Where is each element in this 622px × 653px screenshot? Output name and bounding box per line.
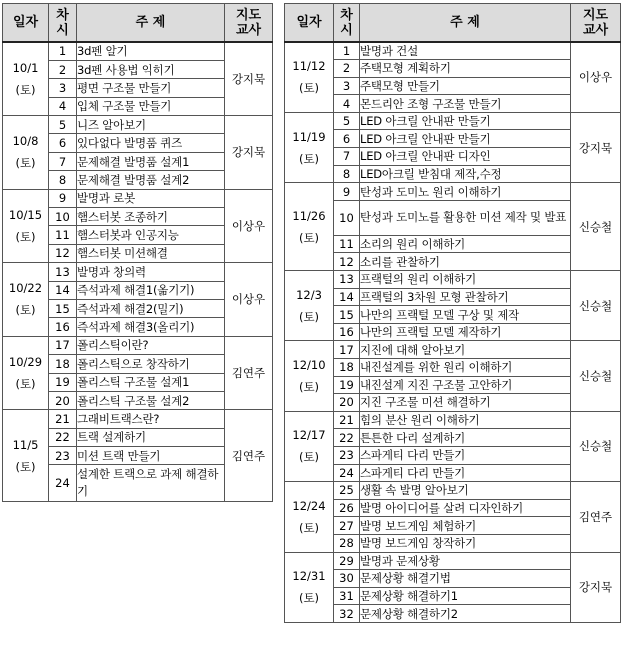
table-row	[285, 77, 621, 95]
session-number: 22	[334, 429, 360, 447]
header-session: 차 시	[334, 4, 360, 43]
session-number: 16	[49, 318, 77, 336]
session-topic: 폴리스틱 구조물 설계1	[77, 373, 225, 391]
session-number: 24	[49, 465, 77, 502]
table-row	[3, 189, 273, 207]
session-topic: 문제상황 해결하기2	[360, 605, 571, 623]
table-row	[285, 376, 621, 394]
table-row	[285, 552, 621, 570]
session-number: 6	[49, 134, 77, 152]
session-topic: 있다없다 발명품 퀴즈	[77, 134, 225, 152]
session-topic: 스파게티 다리 만들기	[360, 464, 571, 482]
session-topic: 문제해결 발명품 설계1	[77, 152, 225, 170]
session-topic: 발명과 문제상황	[360, 552, 571, 570]
day-text: (토)	[298, 151, 320, 166]
session-number: 10	[334, 200, 360, 235]
session-topic: 탄성과 도미노를 활용한 미션 제작 및 발표	[360, 200, 571, 235]
date-text: 10/29	[8, 355, 43, 370]
session-number: 16	[334, 323, 360, 341]
table-row	[3, 42, 273, 60]
session-number: 25	[334, 482, 360, 500]
session-number: 29	[334, 552, 360, 570]
day-text: (토)	[15, 229, 36, 244]
session-topic: 즉석과제 해결2(밀기)	[77, 299, 225, 317]
table-row	[3, 116, 273, 134]
session-topic: 즉석과제 해결1(옮기기)	[77, 281, 225, 299]
header-teacher: 지도 교사	[571, 4, 621, 43]
table-row	[285, 570, 621, 588]
session-date	[3, 410, 49, 502]
table-row	[285, 42, 621, 60]
session-number: 32	[334, 605, 360, 623]
session-date	[3, 116, 49, 190]
session-topic: 니즈 알아보기	[77, 116, 225, 134]
table-row	[285, 306, 621, 324]
session-number: 13	[334, 271, 360, 289]
day-text: (토)	[298, 591, 320, 606]
session-topic: LED 아크릴 안내판 디자인	[360, 148, 571, 166]
session-number: 24	[334, 464, 360, 482]
session-topic: 발명 보드게임 창작하기	[360, 534, 571, 552]
session-topic: 폴리스틱이란?	[77, 336, 225, 354]
day-text: (토)	[15, 83, 36, 98]
session-number: 15	[49, 299, 77, 317]
session-teacher: 이상우	[225, 189, 273, 263]
table-row	[285, 271, 621, 289]
schedule-table-left	[2, 3, 273, 502]
session-number: 12	[49, 244, 77, 262]
table-row	[285, 464, 621, 482]
session-topic: LED 아크릴 안내판 만들기	[360, 112, 571, 130]
table-row	[285, 323, 621, 341]
session-topic: LED 아크릴 안내판 만들기	[360, 130, 571, 148]
session-teacher: 강지묵	[571, 112, 621, 182]
table-row	[285, 253, 621, 271]
session-number: 2	[334, 60, 360, 78]
session-topic: 미션 트랙 만들기	[77, 447, 225, 465]
session-number: 31	[334, 587, 360, 605]
session-number: 3	[334, 77, 360, 95]
session-number: 26	[334, 499, 360, 517]
session-topic: 나만의 프랙털 모델 제작하기	[360, 323, 571, 341]
table-row	[3, 336, 273, 354]
session-topic: 발명 보드게임 체험하기	[360, 517, 571, 535]
session-topic: 힘의 분산 원리 이해하기	[360, 411, 571, 429]
session-topic: 생활 속 발명 알아보기	[360, 482, 571, 500]
session-teacher: 강지묵	[571, 552, 621, 622]
session-topic: 트랙 설계하기	[77, 428, 225, 446]
header-topic: 주 제	[77, 4, 225, 43]
session-number: 27	[334, 517, 360, 535]
session-teacher: 신승철	[571, 411, 621, 481]
date-text: 10/15	[8, 207, 43, 222]
session-date	[285, 183, 334, 271]
date-text: 12/31	[292, 569, 326, 584]
table-row	[285, 183, 621, 201]
session-number: 5	[49, 116, 77, 134]
session-teacher: 이상우	[225, 263, 273, 337]
session-topic: LED아크릴 받침대 제작,수정	[360, 165, 571, 183]
session-teacher: 신승철	[571, 271, 621, 341]
session-number: 21	[49, 410, 77, 428]
session-number: 30	[334, 570, 360, 588]
day-text: (토)	[15, 459, 36, 474]
session-topic: 발명과 창의력	[77, 263, 225, 281]
session-topic: 햄스터봇 조종하기	[77, 208, 225, 226]
session-number: 19	[49, 373, 77, 391]
table-row	[285, 60, 621, 78]
session-number: 8	[49, 171, 77, 189]
session-date	[3, 189, 49, 263]
table-row	[285, 517, 621, 535]
date-text: 12/3	[296, 287, 322, 302]
date-text: 12/17	[292, 428, 326, 443]
table-row	[285, 200, 621, 235]
table-row	[285, 165, 621, 183]
session-topic: 지진 구조물 미션 해결하기	[360, 394, 571, 412]
table-row	[285, 288, 621, 306]
table-row	[285, 130, 621, 148]
date-text: 11/5	[12, 437, 39, 452]
session-number: 10	[49, 208, 77, 226]
session-number: 4	[49, 97, 77, 115]
session-topic: 내진설계를 위한 원리 이해하기	[360, 359, 571, 377]
session-number: 28	[334, 534, 360, 552]
session-teacher: 신승철	[571, 341, 621, 411]
date-text: 11/26	[292, 208, 326, 223]
day-text: (토)	[298, 81, 320, 96]
session-date	[285, 341, 334, 411]
session-number: 7	[334, 148, 360, 166]
session-topic: 나만의 프랙털 모델 구상 및 제작	[360, 306, 571, 324]
table-row	[285, 411, 621, 429]
table-row	[285, 446, 621, 464]
session-number: 23	[49, 447, 77, 465]
session-date	[285, 552, 334, 622]
session-teacher: 김연주	[571, 482, 621, 552]
table-row	[285, 429, 621, 447]
day-text: (토)	[15, 377, 36, 392]
session-topic: 내진설계 지진 구조물 고안하기	[360, 376, 571, 394]
session-topic: 탄성과 도미노 원리 이해하기	[360, 183, 571, 201]
session-date	[285, 411, 334, 481]
session-topic: 발명과 로봇	[77, 189, 225, 207]
table-row	[285, 534, 621, 552]
header-topic: 주 제	[360, 4, 571, 43]
session-topic: 발명과 건설	[360, 42, 571, 60]
session-topic: 평면 구조물 만들기	[77, 79, 225, 97]
session-topic: 문제상황 해결기법	[360, 570, 571, 588]
session-teacher: 신승철	[571, 183, 621, 271]
table-row	[3, 263, 273, 281]
session-date	[3, 336, 49, 410]
table-row	[285, 394, 621, 412]
session-number: 18	[49, 355, 77, 373]
header-date: 일자	[3, 4, 49, 43]
session-topic: 몬드리안 조형 구조물 만들기	[360, 95, 571, 113]
session-topic: 햄스터봇과 인공지능	[77, 226, 225, 244]
session-teacher: 강지묵	[225, 116, 273, 190]
header-session: 차 시	[49, 4, 77, 43]
header-date: 일자	[285, 4, 334, 43]
session-number: 20	[334, 394, 360, 412]
table-row	[285, 112, 621, 130]
session-topic: 문제해결 발명품 설계2	[77, 171, 225, 189]
session-number: 14	[334, 288, 360, 306]
session-topic: 폴리스틱으로 창작하기	[77, 355, 225, 373]
session-number: 8	[334, 165, 360, 183]
session-number: 1	[334, 42, 360, 60]
session-topic: 소리를 관찰하기	[360, 253, 571, 271]
date-text: 10/22	[8, 281, 43, 296]
session-number: 3	[49, 79, 77, 97]
session-number: 11	[49, 226, 77, 244]
session-number: 17	[49, 336, 77, 354]
day-text: (토)	[298, 309, 320, 324]
session-number: 1	[49, 42, 77, 60]
day-text: (토)	[298, 450, 320, 465]
session-number: 4	[334, 95, 360, 113]
session-teacher: 김연주	[225, 410, 273, 502]
schedule-table-right	[284, 3, 621, 623]
table-row	[285, 341, 621, 359]
session-number: 5	[334, 112, 360, 130]
day-text: (토)	[15, 303, 36, 318]
table-row	[285, 587, 621, 605]
session-topic: 프랙털의 원리 이해하기	[360, 271, 571, 289]
session-topic: 3d펜 사용법 익히기	[77, 60, 225, 78]
session-topic: 설계한 트랙으로 과제 해결하기	[77, 465, 225, 502]
session-number: 12	[334, 253, 360, 271]
session-topic: 소리의 원리 이해하기	[360, 235, 571, 253]
date-text: 11/19	[292, 129, 326, 144]
table-row	[3, 410, 273, 428]
table-row	[285, 148, 621, 166]
session-number: 14	[49, 281, 77, 299]
session-teacher: 김연주	[225, 336, 273, 410]
session-number: 18	[334, 359, 360, 377]
session-topic: 3d펜 알기	[77, 42, 225, 60]
session-topic: 폴리스틱 구조물 설계2	[77, 391, 225, 409]
session-topic: 입체 구조물 만들기	[77, 97, 225, 115]
date-text: 11/12	[292, 59, 326, 74]
session-topic: 발명 아이디어를 살려 디자인하기	[360, 499, 571, 517]
session-number: 22	[49, 428, 77, 446]
session-date	[3, 263, 49, 337]
date-text: 10/1	[12, 61, 39, 76]
date-text: 10/8	[12, 134, 39, 149]
session-topic: 스파게티 다리 만들기	[360, 446, 571, 464]
session-number: 15	[334, 306, 360, 324]
table-row	[285, 95, 621, 113]
session-topic: 프랙털의 3차원 모형 관찰하기	[360, 288, 571, 306]
session-teacher: 이상우	[571, 42, 621, 112]
session-date	[285, 42, 334, 112]
session-number: 11	[334, 235, 360, 253]
session-topic: 그래비트랙스란?	[77, 410, 225, 428]
day-text: (토)	[15, 156, 36, 171]
session-topic: 햄스터봇 미션해결	[77, 244, 225, 262]
date-text: 12/10	[292, 358, 326, 373]
table-row	[285, 482, 621, 500]
day-text: (토)	[298, 230, 320, 245]
session-number: 7	[49, 152, 77, 170]
session-number: 13	[49, 263, 77, 281]
session-topic: 지진에 대해 알아보기	[360, 341, 571, 359]
session-date	[285, 271, 334, 341]
session-teacher: 강지묵	[225, 42, 273, 116]
table-row	[285, 235, 621, 253]
table-row	[285, 605, 621, 623]
session-number: 20	[49, 391, 77, 409]
session-number: 19	[334, 376, 360, 394]
session-number: 2	[49, 60, 77, 78]
session-topic: 문제상황 해결하기1	[360, 587, 571, 605]
session-number: 17	[334, 341, 360, 359]
day-text: (토)	[298, 520, 320, 535]
session-number: 23	[334, 446, 360, 464]
session-topic: 주택모형 계획하기	[360, 60, 571, 78]
session-number: 9	[334, 183, 360, 201]
session-date	[285, 112, 334, 182]
session-date	[3, 42, 49, 116]
table-row	[285, 499, 621, 517]
table-row	[285, 359, 621, 377]
date-text: 12/24	[292, 498, 326, 513]
session-number: 6	[334, 130, 360, 148]
session-date	[285, 482, 334, 552]
day-text: (토)	[298, 380, 320, 395]
header-teacher: 지도 교사	[225, 4, 273, 43]
session-topic: 튼튼한 다리 설계하기	[360, 429, 571, 447]
session-topic: 주택모형 만들기	[360, 77, 571, 95]
session-number: 21	[334, 411, 360, 429]
session-number: 9	[49, 189, 77, 207]
session-topic: 즉석과제 해결3(올리기)	[77, 318, 225, 336]
